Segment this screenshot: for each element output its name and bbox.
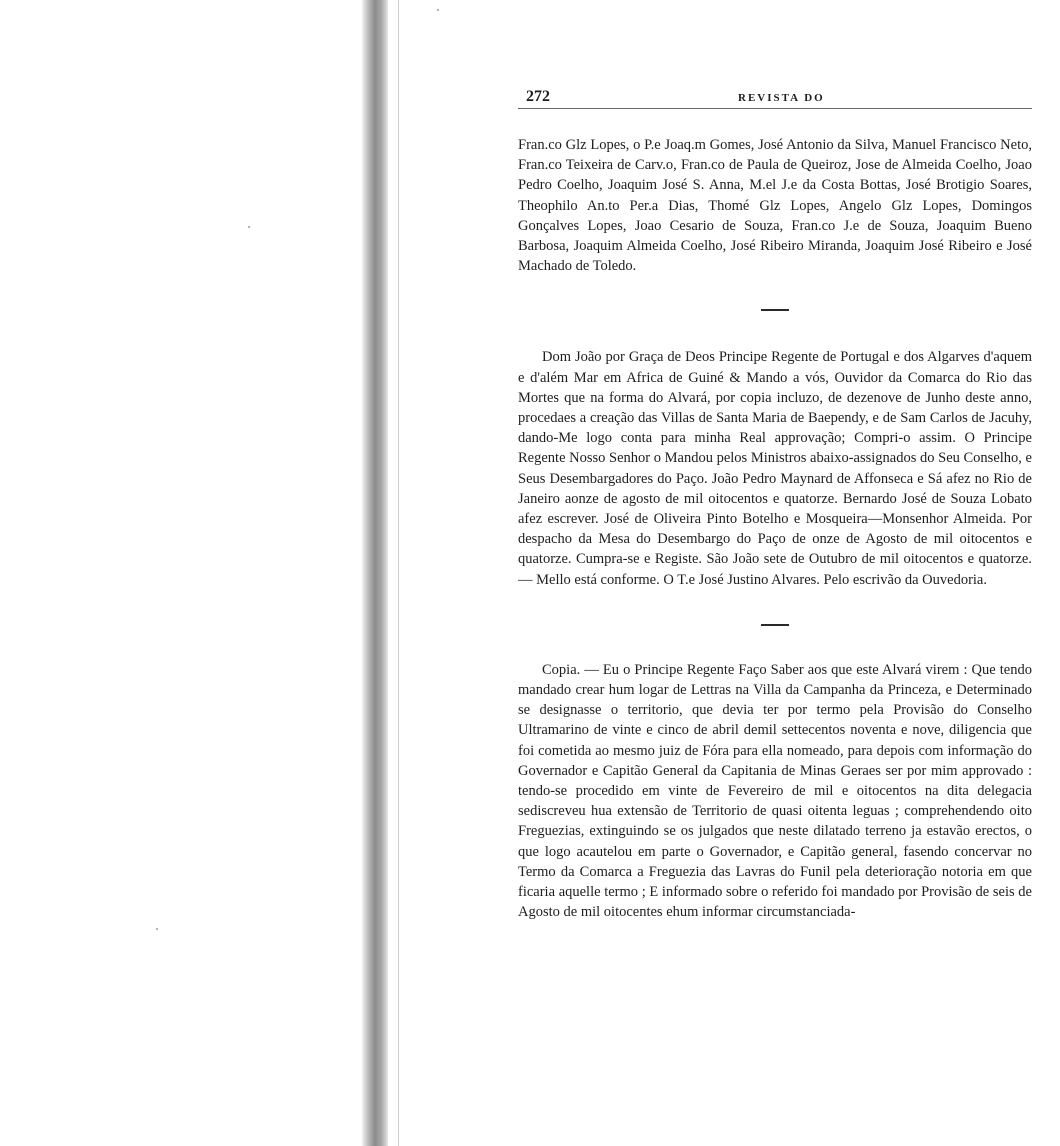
journal-title: REVISTA DO <box>738 92 825 104</box>
page-number: 272 <box>526 88 550 105</box>
scan-speck <box>156 928 158 930</box>
decree-text: Dom João por Graça de Deos Principe Regente de Portugal e dos Algarves d'aquem e d'além Mar em Africa de Guiné & Mando a vós, Ouvidor da Comarca do Rio das Mortes que na forma do Alvará, por copia incluzo, de dezenove de Junho deste anno, procedaes a creação das Villas de Santa Maria de Baependy, e de Sam Carlos de Jacuhy, dando-Me logo conta para minha Real approvação; Compri-o assim. O Principe Regente Nosso Senhor o Mandou pelos Ministros abaixo-assignados do Seu Conselho, e Seus Desembargadores do Paço. João Pedro Maynard de Affonseca e Sá afez no Rio de Janeiro aonze de agosto de mil oitocentos e quatorze. Bernardo José de Souza Lobato afez escrever. José de Oliveira Pinto Botelho e Mosqueira—Monsenhor Almeida. Por despacho da Mesa do Desembargo do Paço de onze de Agosto de mil oitocentos e quatorze. Cumpra-se e Registe. São João sete de Outubro de mil oitocentos e quatorze. — Mello está conforme. O T.e José Justino Alvares. Pelo escrivão da Ouvedoria. <box>518 349 1032 588</box>
names-paragraph <box>518 135 1032 276</box>
running-head <box>518 80 1032 109</box>
section-separator <box>761 309 789 311</box>
book-gutter <box>362 0 388 1146</box>
section-separator <box>761 624 789 626</box>
decree-paragraph <box>518 347 1032 589</box>
copia-text: Copia. — Eu o Principe Regente Faço Saber aos que este Alvará virem : Que tendo mandado crear hum logar de Lettras na Villa da Campanha da Princeza, e Determinado se designasse o territorio, que devia ter por termo pela Provisão do Conselho Ultramarino de vinte e cinco de abril demil settecentos noventa e nove, diligencia que foi cometida ao mesmo juiz de Fóra para ella nomeado, para depois com informação do Governador e Capitão General da Capitania de Minas Geraes ser por mim approvado : tendo-se procedido em vinte de Fevereiro de mil e oitocentos na dita delegacia sediscreveu hua extensão de Territorio de quasi oitenta leguas ; comprehendendo oito Freguezias, extinguindo se os julgados que neste dilatado terreno ja estavão erectos, o que logo acautelou em parte o Governador, e Capitão general, fasendo concervar no Termo da Comarca a Freguezia das Lavras do Funil pela deterioração notoria em que ficaria aquelle termo ; E informado sobre o referido foi mandado por Provisão de seis de Agosto de mil oitocentes ehum informar circumstanciada- <box>518 661 1032 921</box>
scan-speck <box>248 226 250 228</box>
gutter-edge <box>398 0 399 1146</box>
names-list-text: Fran.co Glz Lopes, o P.e Joaq.m Gomes, José Antonio da Silva, Manuel Francisco Neto, Fran.co Teixeira de Carv.o, Fran.co de Paula de Queiroz, Jose de Almeida Coelho, Joao Pedro Coelho, Joaquim José S. Anna, M.el J.e da Costa Bottas, José Brotigio Soares, Theophilo An.to Per.a Dias, Thomé Glz Lopes, Angelo Glz Lopes, Domingos Gonçalves Lopes, Joao Cesario de Souza, Fran.co J.e de Souza, Joaquim Bueno Barbosa, Joaquim Almeida Coelho, José Ribeiro Miranda, Joaquim José Ribeiro e José Machado de Toledo. <box>518 137 1032 275</box>
scan-speck <box>437 9 439 11</box>
book-page <box>518 80 1032 923</box>
copia-paragraph <box>518 660 1032 923</box>
